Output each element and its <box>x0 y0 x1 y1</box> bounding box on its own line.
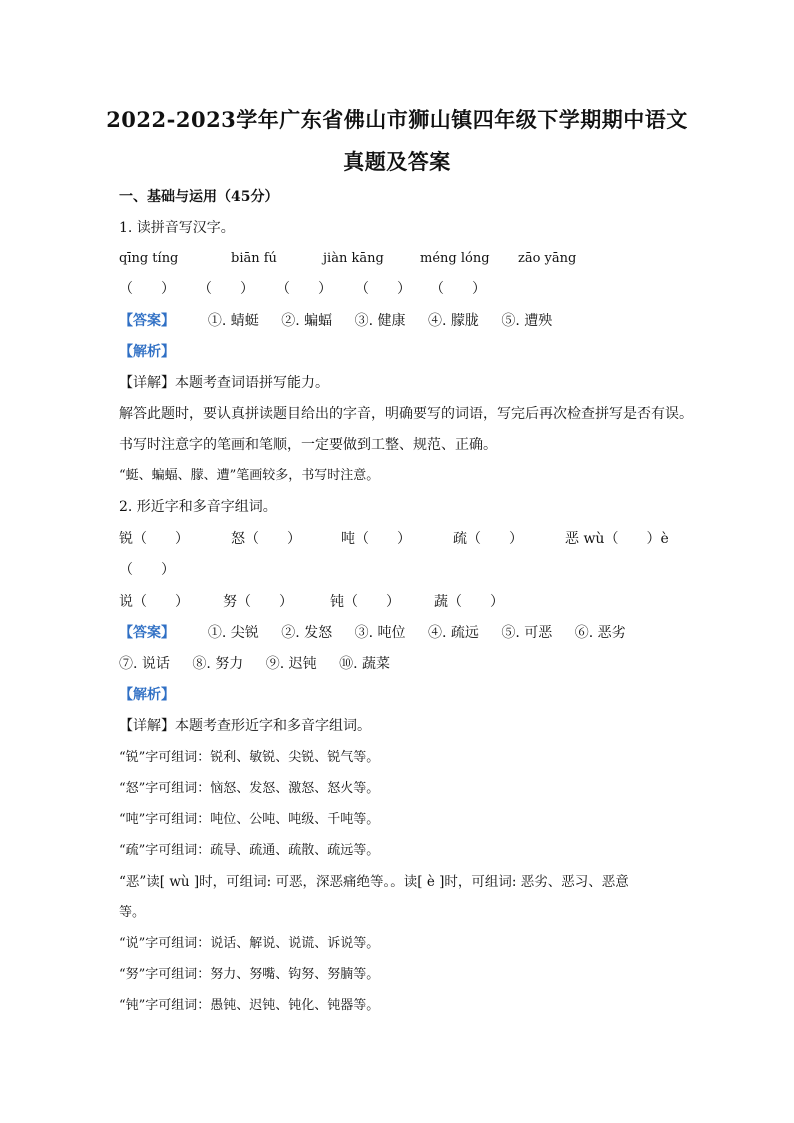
pinyin-row <box>119 250 679 268</box>
word-note: “说”字可组词：说话、解说、说谎、诉说等。 <box>119 936 380 951</box>
word-note: “疏”字可组词：疏导、疏通、疏散、疏远等。 <box>119 843 380 858</box>
detail-line <box>119 717 371 735</box>
word-note: “钝”字可组词：愚钝、迟钝、钝化、钝器等。 <box>119 998 380 1013</box>
answer-item: ③. 健康 <box>354 313 406 329</box>
answer-item: ④. 疏远 <box>427 625 479 641</box>
word-blank-wrap: （ ） <box>119 562 175 578</box>
word-blank: 恶 wù（ ）è <box>565 531 669 547</box>
word-blank: 怒（ ） <box>231 531 301 547</box>
answer-item: ①. 蜻蜓 <box>207 313 259 329</box>
word-note: “吨”字可组词：吨位、公吨、吨级、千吨等。 <box>119 812 380 827</box>
word-blank: 疏（ ） <box>453 531 523 547</box>
word-note-wrap: 等。 <box>119 905 146 920</box>
pinyin-item: biān fú <box>231 251 277 266</box>
answer-item: ⑧. 努力 <box>192 656 244 672</box>
word-note: “恶”读[ wù ]时，可组词: 可恶，深恶痛绝等。。读[ è ]时，可组词: 恶劣、恶习、恶意 <box>119 874 629 890</box>
section-heading: 一、基础与运用（45分） <box>119 189 279 205</box>
analysis-tag: 【解析】 <box>119 687 175 703</box>
analysis-paragraph: “蜓、蝙蝠、朦、遭”笔画较多，书写时注意。 <box>119 468 380 483</box>
question-2-prompt: 2. 形近字和多音字组词。 <box>119 499 277 515</box>
answer-item: ⑩. 蔬菜 <box>339 656 390 672</box>
page-title: 2022-2023学年广东省佛山市狮山镇四年级下学期期中语文 <box>106 107 688 132</box>
blank: （ ） <box>276 281 332 297</box>
page-title-line2: 真题及答案 <box>343 149 451 174</box>
analysis-tag: 【解析】 <box>119 344 175 360</box>
word-blank: 蔬（ ） <box>434 594 504 610</box>
answer-item: ④. 朦胧 <box>427 313 479 329</box>
answer-item: ⑨. 迟钝 <box>265 656 317 672</box>
answer-item: ②. 发怒 <box>281 625 333 641</box>
answer-tag: 【答案】 <box>119 625 175 641</box>
blank: （ ） <box>430 281 486 297</box>
word-blank: 钝（ ） <box>330 594 400 610</box>
blank: （ ） <box>355 281 411 297</box>
word-blank: 努（ ） <box>223 594 293 610</box>
answer-row <box>119 312 570 330</box>
word-note: “怒”字可组词：恼怒、发怒、激怒、怒火等。 <box>119 781 380 796</box>
blank: （ ） <box>198 281 254 297</box>
analysis-paragraph: 书写时注意字的笔画和笔顺，一定要做到工整、规范、正确。 <box>119 437 497 453</box>
pinyin-item: méng lóng <box>420 251 490 266</box>
answer-row <box>119 624 626 642</box>
blank: （ ） <box>119 281 175 297</box>
answer-item: ⑥. 恶劣 <box>574 625 626 641</box>
question-1-prompt: 1. 读拼音写汉字。 <box>119 220 235 236</box>
detail-tag: 【详解】 <box>119 375 175 391</box>
word-blank: 吨（ ） <box>341 531 411 547</box>
word-blank: 锐（ ） <box>119 531 189 547</box>
answer-item: ③. 吨位 <box>354 625 406 641</box>
answer-item: ⑤. 可恶 <box>501 625 553 641</box>
answer-tag: 【答案】 <box>119 313 175 329</box>
word-note: “努”字可组词：努力、努嘴、钩努、努腩等。 <box>119 967 380 982</box>
detail-line <box>119 374 329 392</box>
detail-text: 本题考查词语拼写能力。 <box>175 375 329 391</box>
word-note: “锐”字可组词：锐利、敏锐、尖锐、锐气等。 <box>119 750 380 765</box>
blank-row <box>119 280 679 298</box>
answer-item: ⑦. 说话 <box>119 656 170 672</box>
detail-text: 本题考查形近字和多音字组词。 <box>175 718 371 734</box>
word-row <box>119 593 679 611</box>
word-blank: 说（ ） <box>119 594 189 610</box>
answer-item: ②. 蝙蝠 <box>281 313 333 329</box>
pinyin-item: jiàn kāng <box>323 251 384 266</box>
pinyin-item: qīng tíng <box>119 251 179 266</box>
answer-item: ①. 尖锐 <box>207 625 259 641</box>
answer-row <box>119 655 408 673</box>
analysis-paragraph: 解答此题时，要认真拼读题目给出的字音，明确要写的词语，写完后再次检查拼写是否有误。 <box>119 406 693 422</box>
pinyin-item: zāo yāng <box>518 251 577 266</box>
word-row <box>119 530 679 548</box>
detail-tag: 【详解】 <box>119 718 175 734</box>
answer-item: ⑤. 遭殃 <box>501 313 553 329</box>
